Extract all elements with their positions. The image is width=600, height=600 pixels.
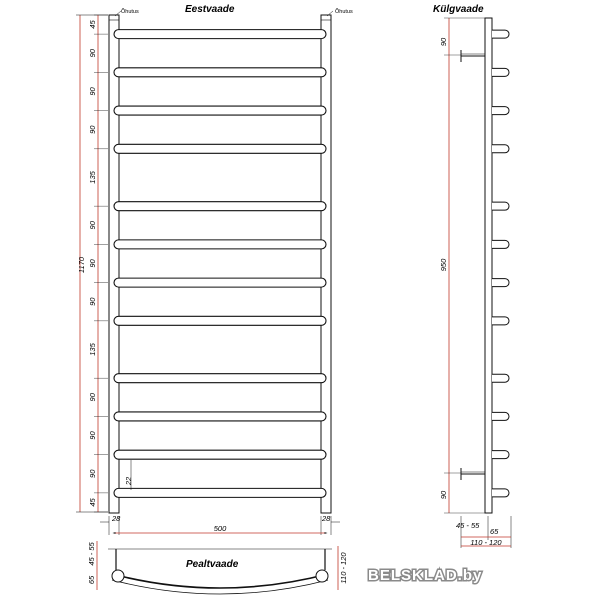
rung: [114, 316, 326, 325]
side-rung: [492, 489, 509, 497]
rung: [114, 412, 326, 421]
watermark: [368, 567, 482, 584]
left-post-section: [112, 570, 124, 582]
top-right-depth-label: 110 - 120: [339, 552, 348, 584]
spacing-label: 45: [88, 498, 97, 507]
spacing-label: 90: [88, 221, 97, 230]
spacing-label: 90: [88, 469, 97, 478]
side-left-label: 28: [112, 514, 121, 523]
side-post: [485, 18, 492, 513]
front-rungs: [114, 30, 326, 498]
side-rung: [492, 240, 509, 248]
rung: [114, 488, 326, 497]
spacing-label: 90: [88, 49, 97, 58]
vent-left-label: Õhutus: [121, 9, 139, 15]
side-top-offset-label: 90: [439, 37, 448, 47]
center-distance-label: 950: [439, 258, 448, 272]
side-rungs: [492, 30, 509, 497]
side-rung: [492, 451, 509, 459]
rung: [114, 144, 326, 153]
front-view-title: Eestvaade: [185, 4, 235, 15]
top-left-depth-label: 65: [87, 575, 96, 585]
width-label: 500: [213, 524, 227, 533]
watermark-text: BELSKLAD.by: [368, 567, 483, 584]
total-height-label: 1170: [77, 256, 86, 274]
side-rung: [492, 30, 509, 38]
right-post: [321, 15, 331, 513]
spacing-label: 90: [88, 259, 97, 268]
side-rung: [492, 279, 509, 287]
rung: [114, 202, 326, 211]
side-rung: [492, 374, 509, 382]
side-rung: [492, 317, 509, 325]
rung: [114, 68, 326, 77]
spacing-label: 90: [88, 87, 97, 96]
rung: [114, 450, 326, 459]
side-rung: [492, 145, 509, 153]
depth-label: 65: [490, 527, 499, 536]
right-post-section: [316, 570, 328, 582]
top-view: [87, 541, 348, 594]
side-rung: [492, 412, 509, 420]
side-rung: [492, 202, 509, 210]
vent-right-label: Õhutus: [335, 9, 353, 15]
top-view-title: Pealtvaade: [186, 559, 239, 570]
top-left-gap-label: 45 - 55: [87, 542, 96, 566]
left-post: [109, 15, 119, 513]
side-view: [433, 4, 511, 548]
spacing-label: 90: [88, 125, 97, 134]
side-rung: [492, 68, 509, 76]
rung: [114, 278, 326, 287]
wall-gap-label: 45 - 55: [456, 521, 480, 530]
spacing-label: 90: [88, 297, 97, 306]
rung: [114, 30, 326, 39]
rung: [114, 374, 326, 383]
spacing-label: 45: [88, 20, 97, 29]
side-bottom-offset-label: 90: [439, 490, 448, 500]
tube-diameter-label: 22: [124, 476, 133, 486]
bottom-bracket: [461, 468, 485, 480]
side-view-title: Külgvaade: [433, 4, 484, 15]
spacing-label: 135: [88, 343, 97, 356]
spacing-label: 90: [88, 431, 97, 440]
top-bracket: [461, 50, 485, 62]
spacing-label: 135: [88, 171, 97, 184]
curved-rail: [112, 574, 328, 588]
rung: [114, 106, 326, 115]
spacing-label: 90: [88, 393, 97, 402]
side-right-label: 28: [322, 514, 331, 523]
total-depth-label: 110 - 120: [470, 538, 502, 547]
side-rung: [492, 107, 509, 115]
front-view: [76, 4, 353, 535]
rung: [114, 240, 326, 249]
